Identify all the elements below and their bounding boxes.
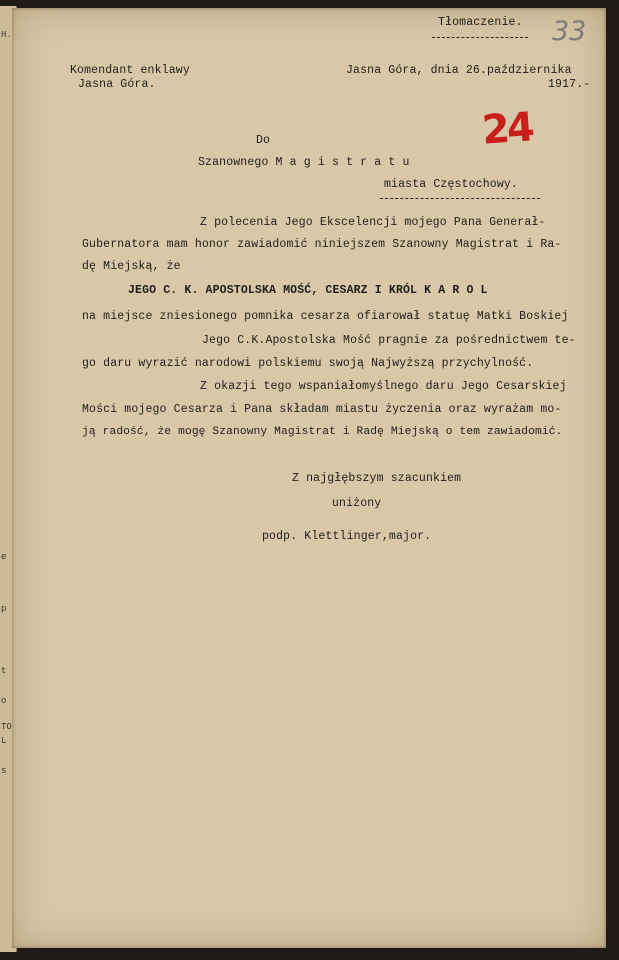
body-line-5: na miejsce zniesionego pomnika cesarza ofiarował statuę Matki Boskiej: [82, 310, 569, 323]
margin-fragment: TO: [1, 722, 12, 732]
body-line-4: JEGO C. K. APOSTOLSKA MOŚĆ, CESARZ I KRÓL K A R O L: [128, 284, 488, 297]
closing-line-2: uniżony: [332, 497, 382, 510]
red-folio-number: 24: [480, 104, 534, 154]
margin-fragment: o: [1, 696, 7, 706]
body-line-1: Z polecenia Jego Ekscelencji mojego Pana Generał-: [200, 216, 546, 229]
address-line-1: Do: [256, 134, 271, 147]
address-underline: [380, 198, 540, 199]
body-line-7: go daru wyrazić narodowi polskiemu swoją Najwyższą przychylność.: [82, 357, 534, 370]
sender-line-1: Komendant enklawy: [70, 64, 190, 77]
body-line-8: Z okazji tego wspaniałomyślnego daru Jego Cesarskiej: [200, 380, 567, 393]
archive-number: 33: [552, 16, 587, 47]
translation-mark: Tłomaczenie.: [438, 16, 523, 29]
date-line-1: Jasna Góra, dnia 26.października: [346, 64, 572, 77]
margin-fragment: H.: [1, 30, 12, 40]
margin-fragment: t: [1, 666, 7, 676]
date-line-2: 1917.-: [548, 78, 591, 91]
body-line-9: Mości mojego Cesarza i Pana składam miastu życzenia oraz wyrażam mo-: [82, 403, 562, 416]
address-line-3: miasta Częstochowy.: [384, 178, 518, 191]
body-line-10: ją radość, że mogę Szanowny Magistrat i Radę Miejską o tem zawiadomić.: [82, 426, 563, 438]
margin-fragment: e: [1, 552, 7, 562]
sender-line-2: Jasna Góra.: [78, 78, 156, 91]
margin-fragment: s: [1, 766, 7, 776]
body-line-2: Gubernatora mam honor zawiadomić niniejszem Szanowny Magistrat i Ra-: [82, 238, 562, 251]
body-line-3: dę Miejską, że: [82, 260, 181, 273]
translation-mark-underline: [432, 37, 528, 38]
closing-line-1: Z najgłębszym szacunkiem: [292, 472, 462, 485]
signature: podp. Klettlinger,major.: [262, 530, 432, 543]
address-line-2: Szanownego M a g i s t r a t u: [198, 156, 410, 169]
body-line-6: Jego C.K.Apostolska Mość pragnie za pośrednictwem te-: [202, 334, 576, 347]
margin-fragment: L: [1, 736, 7, 746]
margin-fragment: p: [1, 604, 7, 614]
